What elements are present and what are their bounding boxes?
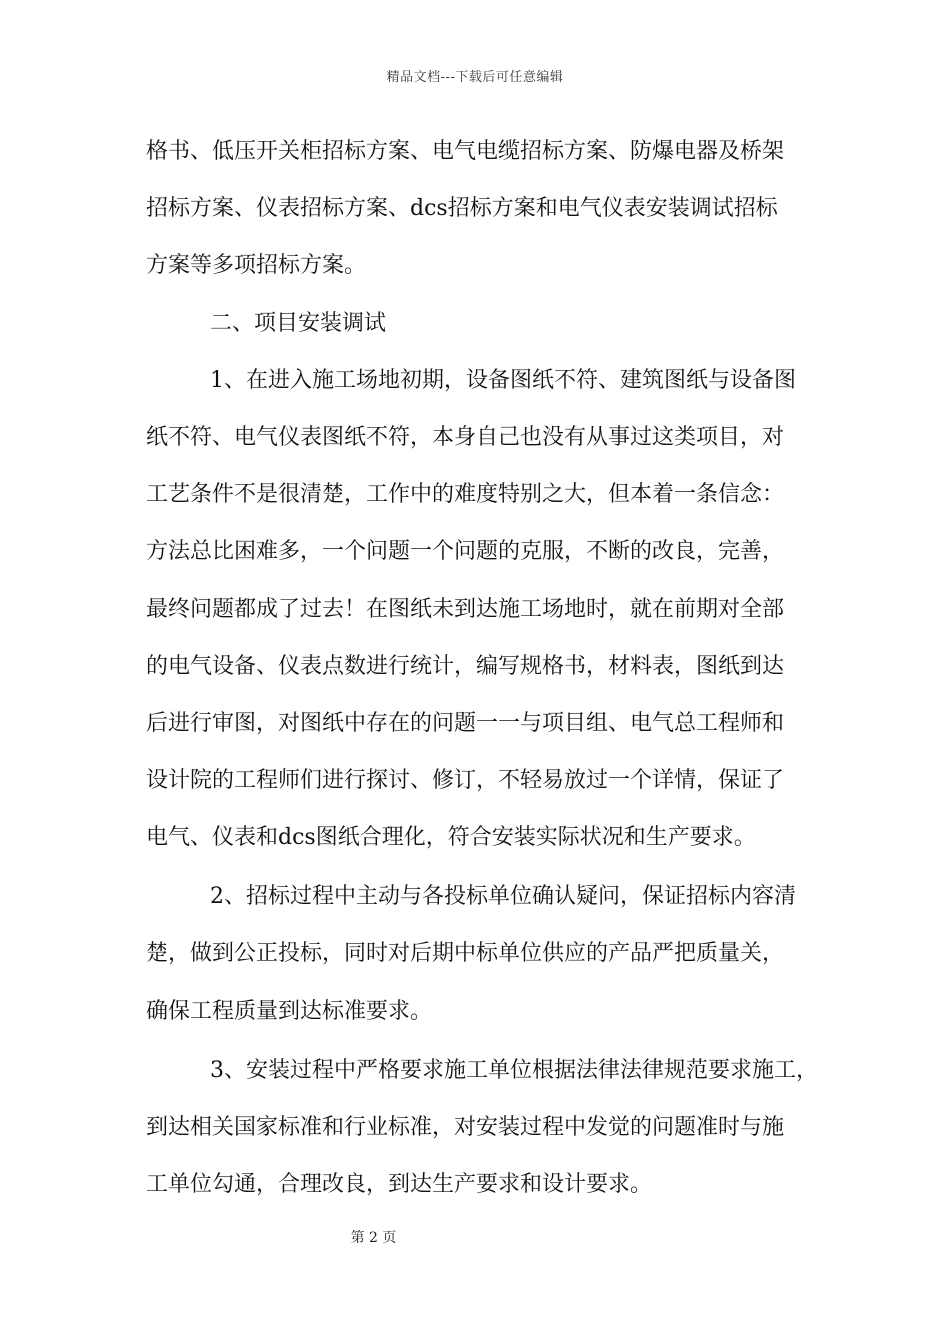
text-line: 3、安装过程中严格要求施工单位根据法律法律规范要求施工， — [210, 1057, 818, 1083]
text-line: 方案等多项招标方案。 — [146, 253, 367, 279]
text-line: 招标方案、仪表招标方案、dcs招标方案和电气仪表安装调试招标 — [146, 196, 778, 222]
text-line: 楚，做到公正投标，同时对后期中标单位供应的产品严把质量关， — [146, 941, 785, 967]
text-line: 后进行审图，对图纸中存在的问题一一与项目组、电气总工程师和 — [146, 710, 785, 736]
text-line: 2、招标过程中主动与各投标单位确认疑问，保证招标内容清 — [210, 884, 796, 910]
page-header: 精品文档---下载后可任意编辑 — [386, 70, 564, 85]
text-line: 到达相关国家标准和行业标准，对安装过程中发觉的问题准时与施 — [146, 1114, 785, 1140]
document-body — [146, 130, 818, 1220]
text-line: 纸不符、电气仪表图纸不符，本身自己也没有从事过这类项目，对 — [146, 424, 785, 450]
text-line: 工单位勾通，合理改良，到达生产要求和设计要求。 — [146, 1172, 653, 1197]
text-line: 设计院的工程师们进行探讨、修订，不轻易放过一个详情，保证了 — [146, 768, 785, 794]
text-line: 格书、低压开关柜招标方案、电气电缆招标方案、防爆电器及桥架 — [146, 139, 785, 164]
text-line: 工艺条件不是很清楚，工作中的难度特别之大，但本着一条信念： — [146, 482, 785, 508]
text-line: 最终问题都成了过去！在图纸未到达施工场地时，就在前期对全部 — [146, 596, 785, 622]
page-number: 第 2 页 — [350, 1230, 397, 1246]
text-line: 1、在进入施工场地初期，设备图纸不符、建筑图纸与设备图 — [210, 367, 796, 393]
text-line: 电气、仪表和dcs图纸合理化，符合安装实际状况和生产要求。 — [146, 825, 756, 851]
text-line: 方法总比困难多，一个问题一个问题的克服，不断的改良，完善， — [146, 539, 785, 565]
section-heading: 二、项目安装调试 — [210, 310, 387, 336]
text-line: 的电气设备、仪表点数进行统计，编写规格书，材料表，图纸到达 — [146, 653, 785, 679]
text-line: 确保工程质量到达标准要求。 — [146, 998, 433, 1024]
